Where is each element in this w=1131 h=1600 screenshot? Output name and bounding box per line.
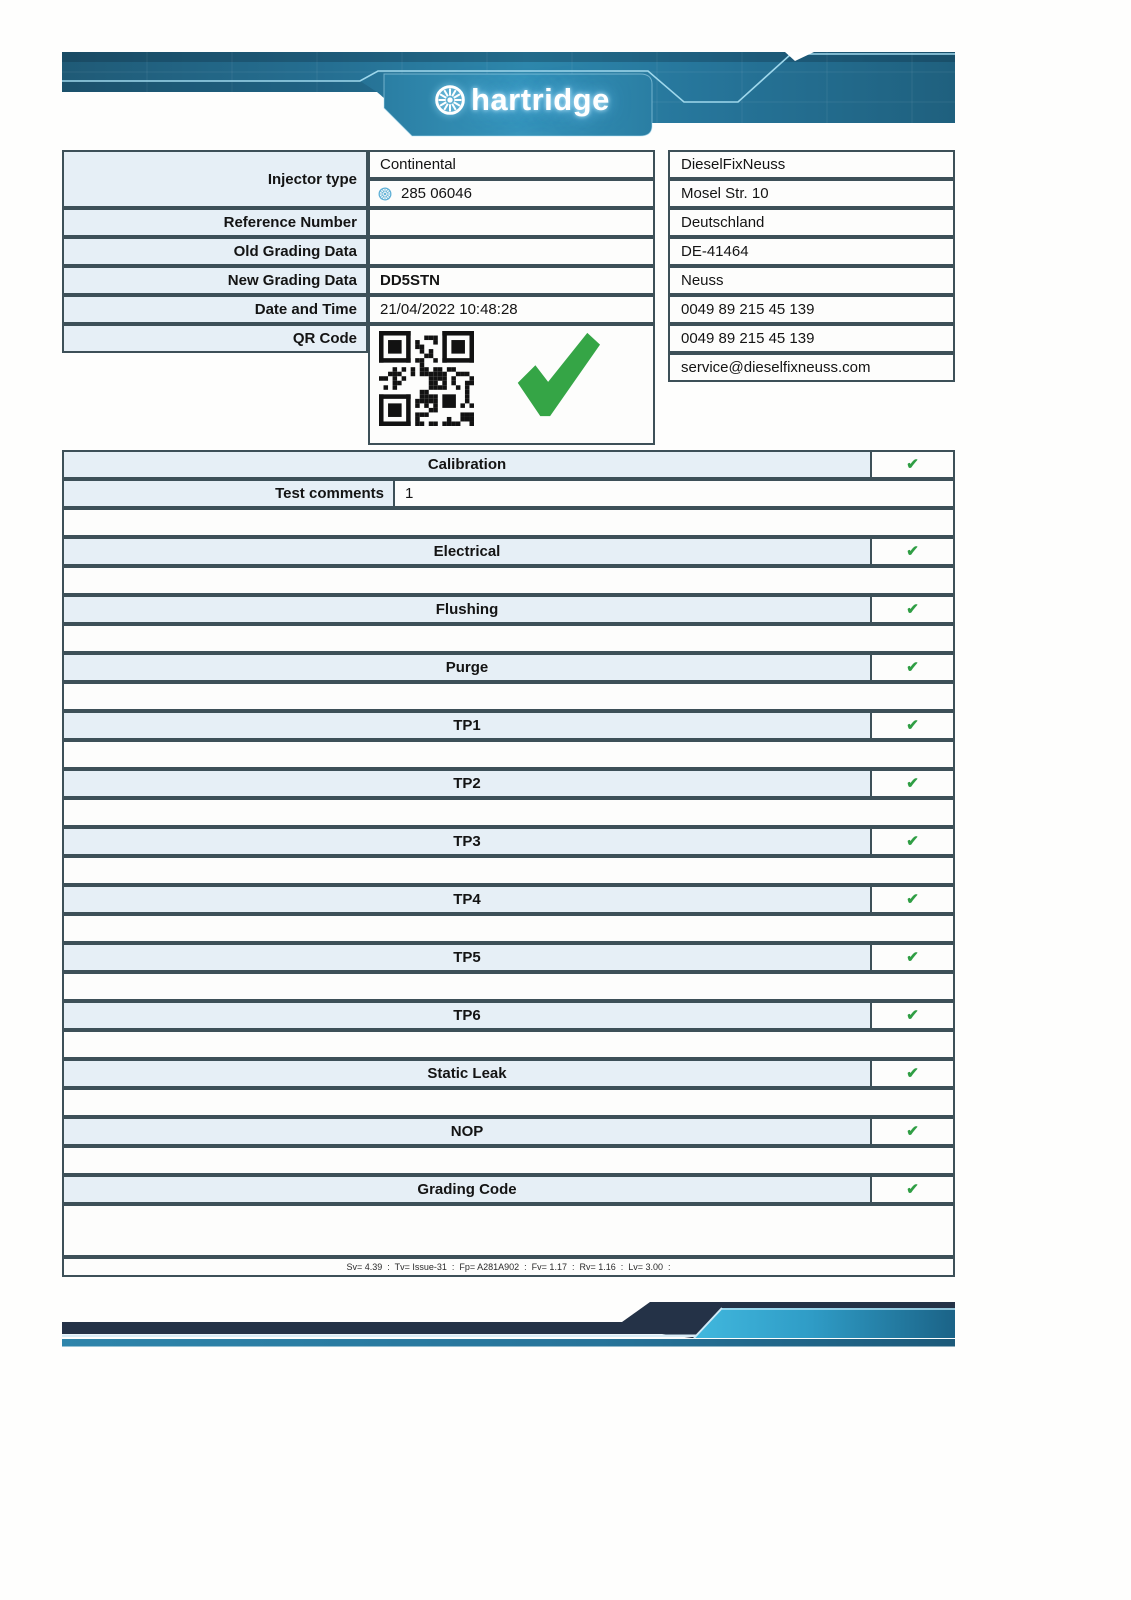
section-tp5-status — [870, 943, 955, 972]
check-icon: ✔ — [906, 1007, 919, 1024]
contact-street: Mosel Str. 10 — [668, 179, 955, 208]
check-icon: ✔ — [906, 543, 919, 560]
contact-name: DieselFixNeuss — [668, 150, 955, 179]
contact-phone-1: 0049 89 215 45 139 — [668, 295, 955, 324]
section-tp1-status — [870, 711, 955, 740]
old-grading-value — [368, 237, 655, 266]
section-tp2: TP2 — [62, 769, 872, 798]
section-grading-code-status — [870, 1175, 955, 1204]
pass-check-icon — [505, 327, 603, 422]
check-icon: ✔ — [906, 833, 919, 850]
hartridge-wheel-icon — [434, 84, 466, 116]
section-static-leak: Static Leak — [62, 1059, 872, 1088]
section-calibration-status — [870, 450, 955, 479]
check-icon: ✔ — [906, 659, 919, 676]
brand-logo-text: hartridge — [471, 82, 610, 117]
test-comments-label: Test comments — [62, 479, 395, 508]
contact-email: service@dieselfixneuss.com — [668, 353, 955, 382]
section-purge-status — [870, 653, 955, 682]
check-icon: ✔ — [906, 1065, 919, 1082]
section-tp1: TP1 — [62, 711, 872, 740]
spacer-row — [62, 914, 955, 943]
check-icon: ✔ — [906, 891, 919, 908]
section-tp3-status — [870, 827, 955, 856]
section-tp6: TP6 — [62, 1001, 872, 1030]
spacer-row — [62, 740, 955, 769]
spacer-row — [62, 682, 955, 711]
check-icon: ✔ — [906, 775, 919, 792]
section-flushing-status — [870, 595, 955, 624]
spacer-row — [62, 856, 955, 885]
contact-city: Neuss — [668, 266, 955, 295]
old-grading-label: Old Grading Data — [62, 237, 368, 266]
injector-type-label: Injector type — [62, 150, 368, 208]
injector-wheel-icon — [378, 187, 392, 201]
date-time-label: Date and Time — [62, 295, 368, 324]
spacer-row — [62, 1088, 955, 1117]
section-purge: Purge — [62, 653, 872, 682]
check-icon: ✔ — [906, 601, 919, 618]
qr-code — [379, 331, 474, 426]
section-nop-status — [870, 1117, 955, 1146]
section-tp3: TP3 — [62, 827, 872, 856]
section-tp6-status — [870, 1001, 955, 1030]
date-time-value: 21/04/2022 10:48:28 — [368, 295, 655, 324]
new-grading-value: DD5STN — [368, 266, 655, 295]
section-calibration: Calibration — [62, 450, 872, 479]
injector-make-value: Continental — [368, 150, 655, 179]
section-tp4-status — [870, 885, 955, 914]
test-comments-value: 1 — [393, 479, 955, 508]
new-grading-label: New Grading Data — [62, 266, 368, 295]
check-icon: ✔ — [906, 1123, 919, 1140]
section-grading-code: Grading Code — [62, 1175, 872, 1204]
section-tp2-status — [870, 769, 955, 798]
qr-code-label: QR Code — [62, 324, 368, 353]
contact-postcode: DE-41464 — [668, 237, 955, 266]
brand-logo — [434, 82, 610, 118]
check-icon: ✔ — [906, 949, 919, 966]
spacer-row — [62, 972, 955, 1001]
spacer-row — [62, 798, 955, 827]
section-static-leak-status — [870, 1059, 955, 1088]
reference-number-value — [368, 208, 655, 237]
check-icon: ✔ — [906, 717, 919, 734]
footer-banner — [62, 1300, 955, 1348]
contact-country: Deutschland — [668, 208, 955, 237]
spacer-row — [62, 624, 955, 653]
injector-number-value: 285 06046 — [368, 179, 655, 208]
check-icon: ✔ — [906, 456, 919, 473]
spacer-row — [62, 1146, 955, 1175]
version-info-text: Sv= 4.39 : Tv= Issue-31 : Fp= A281A902 : Fv= 1.17 : Rv= 1.16 : Lv= 3.00 : — [346, 1262, 671, 1272]
check-icon: ✔ — [906, 1181, 919, 1198]
section-tp4: TP4 — [62, 885, 872, 914]
section-nop: NOP — [62, 1117, 872, 1146]
spacer-row — [62, 1030, 955, 1059]
section-electrical-status — [870, 537, 955, 566]
version-info-row — [62, 1257, 955, 1277]
section-electrical: Electrical — [62, 537, 872, 566]
section-flushing: Flushing — [62, 595, 872, 624]
reference-number-label: Reference Number — [62, 208, 368, 237]
spacer-row — [62, 1204, 955, 1257]
spacer-row — [62, 566, 955, 595]
spacer-row — [62, 508, 955, 537]
contact-phone-2: 0049 89 215 45 139 — [668, 324, 955, 353]
section-tp5: TP5 — [62, 943, 872, 972]
